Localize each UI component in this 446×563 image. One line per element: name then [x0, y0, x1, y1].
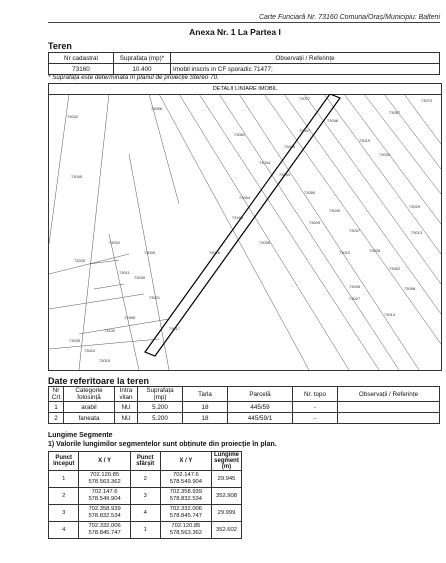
neighbour-parcel-label: 73042	[67, 114, 79, 119]
cell-nr-cadastral: 73160	[49, 64, 114, 75]
header-divider	[48, 22, 440, 23]
cell: faneata	[64, 413, 115, 424]
neighbour-parcel-label: 73045	[71, 174, 83, 179]
neighbour-parcel-label: 73024	[84, 348, 96, 353]
neighbour-parcel-label: 73047	[299, 128, 311, 133]
neighbour-parcel-label: 73037	[349, 228, 361, 233]
cell-length: 29.999	[212, 505, 242, 522]
neighbour-parcel-label: 73019	[359, 138, 371, 143]
neighbour-parcel-label: 73021	[149, 295, 161, 300]
cell: 445/59/1	[228, 413, 293, 424]
col-suprafata: Suprafața (mp)*	[114, 53, 171, 64]
neighbour-parcel-label: 73057	[389, 110, 401, 115]
neighbour-parcel-label: 73020	[379, 152, 391, 157]
annex-title: Anexa Nr. 1 La Partea I	[189, 27, 281, 37]
cell: arabil	[64, 402, 115, 413]
parcel-label: 73160	[232, 215, 244, 220]
cell-end-xy: 702.147.6 578.549.904	[160, 471, 211, 488]
col-categorie: Categorie folosință	[64, 387, 115, 402]
neighbour-parcel-label: 73077	[299, 96, 311, 101]
neighbour-parcel-label: 73005	[144, 250, 156, 255]
cell-end-point: 1	[130, 522, 160, 539]
segments-body	[49, 471, 242, 539]
table-row	[49, 488, 242, 505]
col-nr-crt: Nr Crt	[49, 387, 64, 402]
cell: 1	[49, 402, 64, 413]
teren-table	[48, 52, 440, 75]
neighbour-parcel-label: 73048	[327, 118, 339, 123]
neighbour-parcel-label: 73130	[104, 328, 116, 333]
cell-length: 352.908	[212, 488, 242, 505]
neighbour-parcel-label: 73049	[329, 208, 341, 213]
cell: 5.200	[138, 413, 183, 424]
neighbour-parcel-label: 73011	[119, 270, 130, 275]
cell-start-xy: 702.358.939 578.832.534	[79, 505, 130, 522]
cell-start-point: 2	[49, 488, 79, 505]
cell: 2	[49, 413, 64, 424]
date-teren-title: Date referitoare la teren	[48, 376, 150, 386]
neighbour-parcel-label: 73053	[279, 172, 291, 177]
cell: 18	[183, 413, 228, 424]
parcel-map	[49, 94, 441, 370]
neighbour-parcel-label: 73029	[409, 204, 421, 209]
date-teren-table	[48, 386, 440, 424]
cell	[338, 402, 440, 413]
cell-end-point: 3	[130, 488, 160, 505]
neighbour-labels	[67, 96, 433, 363]
cell-end-point: 4	[130, 505, 160, 522]
neighbour-parcel-label: 73062	[389, 266, 401, 271]
neighbour-parcel-label: 73034	[259, 160, 271, 165]
neighbour-parcel-label: 73027	[349, 296, 361, 301]
neighbour-parcel-label: 73046	[284, 144, 296, 149]
teren-title: Teren	[48, 41, 72, 51]
cell: NU	[115, 402, 138, 413]
neighbour-parcel-label: 73028	[369, 248, 381, 253]
neighbour-parcel-label: 73058	[404, 286, 416, 291]
col-suprafata-mp: Suprafața (mp)	[138, 387, 183, 402]
col-lungime: Lungime segment (m)	[212, 452, 242, 471]
cell-start-point: 4	[49, 522, 79, 539]
cell-end-xy: 702.358.939 578.832.534	[160, 488, 211, 505]
cell-end-xy: 702.120.85 578.563.362	[160, 522, 211, 539]
table-row	[49, 402, 440, 413]
cell-start-xy: 702.332.006 578.845.747	[79, 522, 130, 539]
registry-header: Carte Funciară Nr. 73160 Comuna/Oraș/Municipiu: Balteni	[258, 14, 440, 21]
neighbour-parcel-label: 73056	[151, 106, 163, 111]
table-row	[49, 471, 242, 488]
cell: NU	[115, 413, 138, 424]
neighbour-parcel-label: 73081	[234, 132, 246, 137]
col-punct-inceput: Punct început	[49, 452, 79, 471]
cell-start-xy: 702.147.6 578.549.904	[79, 488, 130, 505]
col-tarla: Tarla	[183, 387, 228, 402]
cell-observatii: Imobil inscris in CF sporadic 71477;	[171, 64, 440, 75]
cell-length: 29.945	[212, 471, 242, 488]
neighbour-parcel-label: 73050	[304, 190, 316, 195]
neighbour-parcel-label: 73009	[309, 220, 321, 225]
neighbour-parcel-label: 73010	[339, 250, 351, 255]
cell: 445/59	[228, 402, 293, 413]
table-row	[49, 505, 242, 522]
col-observatii-teren: Observații / Referințe	[338, 387, 440, 402]
cell-suprafata: 10.400	[114, 64, 171, 75]
map-caption: DETALII LINIARE IMOBIL	[49, 84, 441, 95]
cell-start-point: 1	[49, 471, 79, 488]
col-nr-topo: Nr. topo	[293, 387, 338, 402]
neighbour-parcel-label: 73026	[209, 250, 221, 255]
cadastral-map	[48, 83, 442, 371]
neighbour-parcel-label: 73070	[421, 98, 433, 103]
segments-table	[48, 451, 242, 539]
cell-end-point: 2	[130, 471, 160, 488]
neighbour-parcel-label: 73013	[411, 230, 423, 235]
col-nr-cadastral: Nr cadastral	[49, 53, 114, 64]
table-row	[49, 522, 242, 539]
table-row	[49, 413, 440, 424]
col-punct-sfarsit: Punct sfârșit	[130, 452, 160, 471]
segments-title: Lungime Segmente	[48, 432, 113, 439]
cell-end-xy: 702.332.006 578.845.747	[160, 505, 211, 522]
neighbour-parcel-label: 73030	[134, 275, 146, 280]
neighbour-parcel-label: 72985	[124, 315, 136, 320]
neighbour-parcel-label: 73025	[74, 258, 86, 263]
neighbour-parcel-label: 73064	[239, 195, 251, 200]
neighbour-parcel-label: 73036	[259, 240, 271, 245]
cell-length: 352.602	[212, 522, 242, 539]
cell: -	[293, 402, 338, 413]
col-observatii: Observații / Referințe	[171, 53, 440, 64]
projection-note: * Suprafața este determinată în planul de proiecție Stereo 70.	[48, 74, 219, 81]
col-xy-start: X / Y	[79, 452, 130, 471]
cell: 18	[183, 402, 228, 413]
col-xy-end: X / Y	[160, 452, 211, 471]
cell	[338, 413, 440, 424]
cell-start-xy: 702.120.85 578.563.362	[79, 471, 130, 488]
cell: 5.200	[138, 402, 183, 413]
cell: -	[293, 413, 338, 424]
neighbour-parcel-label: 73006	[349, 284, 361, 289]
segments-subtitle: 1) Valorile lungimilor segmentelor sunt obținute din proiecție în plan.	[48, 441, 277, 448]
col-parcela: Parcelă	[228, 387, 293, 402]
neighbour-parcel-label: 73014	[384, 312, 396, 317]
neighbour-parcel-label: 73039	[69, 338, 81, 343]
cell-start-point: 3	[49, 505, 79, 522]
neighbour-parcel-label: 73015	[99, 358, 111, 363]
neighbour-parcel-label: 73017	[169, 326, 181, 331]
col-intravilan: Intra vilan	[115, 387, 138, 402]
neighbour-parcel-label: 73002	[109, 240, 121, 245]
